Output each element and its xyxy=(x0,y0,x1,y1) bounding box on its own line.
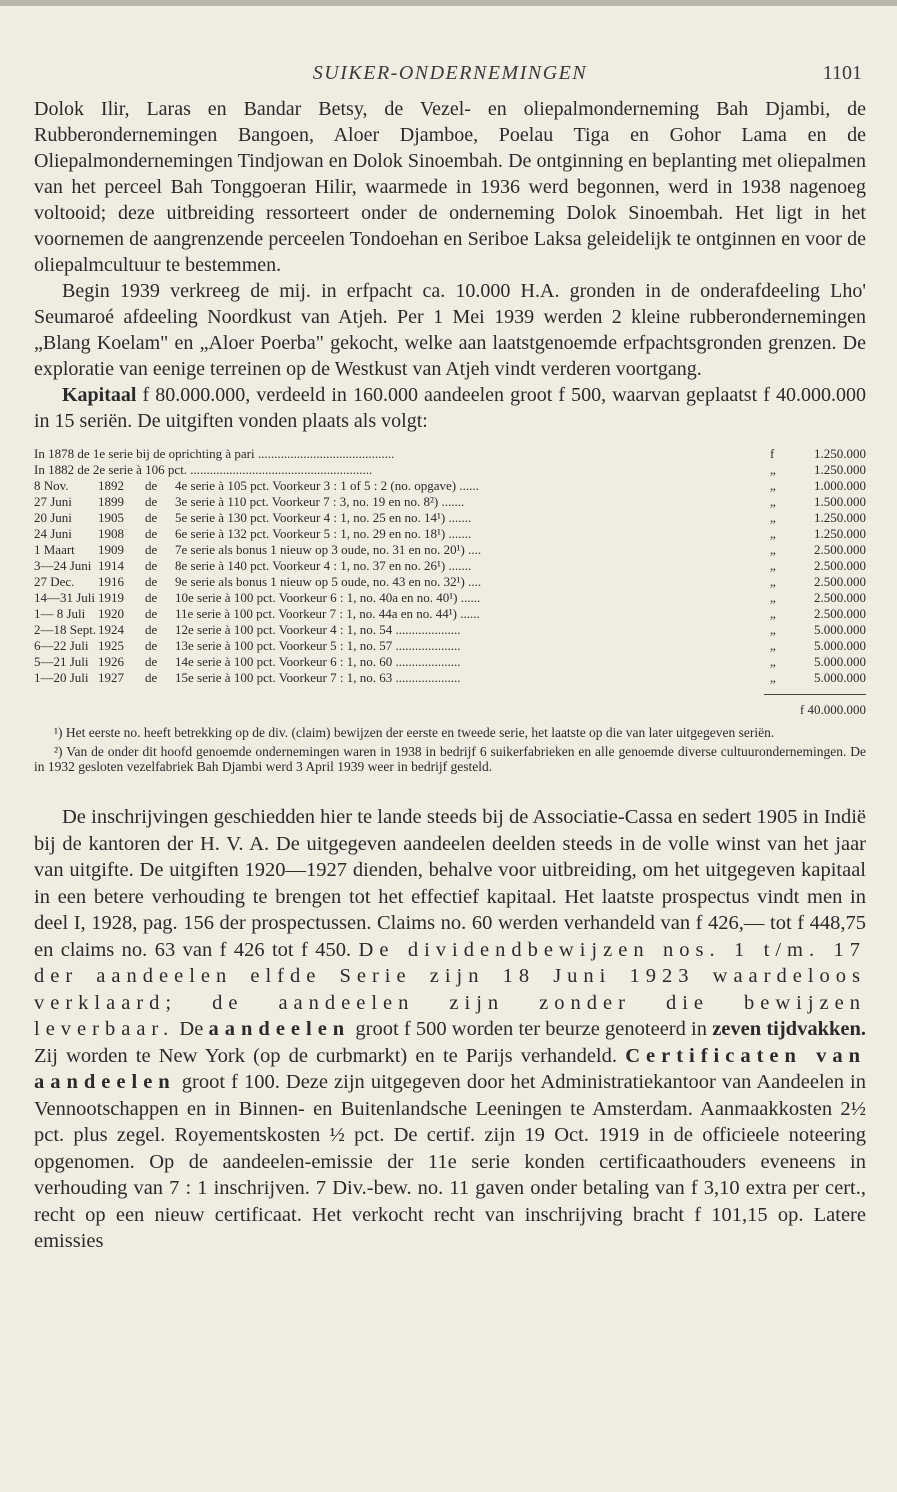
issue-currency: „ xyxy=(770,478,776,493)
page-header xyxy=(34,60,866,96)
issue-date: 27 Juni xyxy=(34,494,72,509)
issues-total-amount: f 40.000.000 xyxy=(799,702,866,717)
table-row xyxy=(34,606,866,622)
issue-date: 8 Nov. xyxy=(34,478,69,493)
issue-year: 1909 xyxy=(98,542,124,557)
table-row xyxy=(34,670,866,686)
table-row xyxy=(34,654,866,670)
issue-date: 24 Juni xyxy=(34,526,72,541)
intro-paragraph-1: Dolok Ilir, Laras en Bandar Betsy, de Vezel- en oliepalmonderneming Bah Djambi, de Rubberondernemingen Bangoen, Aloer Djamboe, Poelau Tiga en Gohor Lama en de Oliepalmondernemingen Tindjowan en Dolok Sinoembah. De ontginning en beplanting met oliepalmen van het perceel Bah Tonggoeran Hilir, waarmede in 1936 werd begonnen, werd in 1938 nagenoeg voltooid; deze uitbreiding ressorteert onder de onderneming Dolok Sinoembah. Het ligt in het voornemen de aangrenzende perceelen Tondoehan en Seriboe Laksa geleidelijk te ontginnen en voor de oliepalmcultuur te bestemmen. xyxy=(34,98,866,276)
issue-date: 1—20 Juli xyxy=(34,670,89,685)
table-row xyxy=(34,510,866,526)
issue-year: 1926 xyxy=(98,654,124,669)
issue-currency: „ xyxy=(770,590,776,605)
issue-year: 1920 xyxy=(98,606,124,621)
issue-description: 14e serie à 100 pct. Voorkeur 6 : 1, no. 60 .................... xyxy=(175,654,461,669)
issue-year: 1899 xyxy=(98,494,124,509)
issue-year: 1908 xyxy=(98,526,124,541)
body-paragraph xyxy=(34,804,866,1255)
issue-currency: „ xyxy=(770,638,776,653)
issue-amount: 2.500.000 xyxy=(814,606,866,621)
issue-amount: 1.250.000 xyxy=(814,462,866,477)
issue-currency: „ xyxy=(770,526,776,541)
issue-de: de xyxy=(145,654,158,669)
issue-amount: 1.250.000 xyxy=(814,526,866,541)
issue-year: 1916 xyxy=(98,574,124,589)
issues-total xyxy=(34,701,866,719)
table-row xyxy=(34,526,866,542)
issue-amount: 2.500.000 xyxy=(814,558,866,573)
issue-de: de xyxy=(145,638,158,653)
body-text-spaced-dividend: De dividendbewijzen nos. 1 t/m. 17 der aandeelen elfde Serie zijn 18 Juni 1923 waardeloos verklaard; de aandeelen zijn zonder die bewijzen leverbaar. xyxy=(34,938,866,1040)
issue-date: 1 Maart xyxy=(34,542,75,557)
table-row xyxy=(34,622,866,638)
page-number: 1101 xyxy=(822,62,862,84)
issue-de: de xyxy=(145,558,158,573)
table-row xyxy=(34,494,866,510)
issue-currency: „ xyxy=(770,622,776,637)
issue-amount: 1.500.000 xyxy=(814,494,866,509)
issue-description: 9e serie als bonus 1 nieuw op 5 oude, no. 43 en no. 32¹) .... xyxy=(175,574,482,589)
issue-date: 2—18 Sept. xyxy=(34,622,97,637)
intro-paragraph-2 xyxy=(34,278,866,382)
body-text-aandeelen: aandeelen xyxy=(208,1018,351,1040)
capital-label: Kapitaal xyxy=(62,384,137,406)
issue-date: 5—21 Juli xyxy=(34,654,89,669)
issue-description: 7e serie als bonus 1 nieuw op 3 oude, no. 31 en no. 20¹) .... xyxy=(175,542,482,557)
issue-description: In 1878 de 1e serie bij de oprichting à pari .......................................... xyxy=(34,446,395,461)
issue-amount: 2.500.000 xyxy=(814,590,866,605)
running-head: SUIKER-ONDERNEMINGEN xyxy=(312,62,588,84)
issue-description: 12e serie à 100 pct. Voorkeur 4 : 1, no. 54 .................... xyxy=(175,622,461,637)
table-row xyxy=(34,638,866,654)
issue-description: 4e serie à 105 pct. Voorkeur 3 : 1 of 5 : 2 (no. opgave) ...... xyxy=(175,478,479,493)
issue-currency: „ xyxy=(770,606,776,621)
issue-amount: 1.000.000 xyxy=(814,478,866,493)
issue-year: 1927 xyxy=(98,670,124,685)
issue-date: 6—22 Juli xyxy=(34,638,89,653)
table-row xyxy=(34,590,866,606)
body-text-5: groot f 500 worden ter beurze genoteerd in xyxy=(350,1018,713,1040)
body-text-1: De inschrijvingen geschiedden hier te lande steeds bij de Associatie-Cassa en sedert 1905 in Indië bij de kantoren der H. V. A. De uitgegeven aandeelen deelden steeds in de volle winst van het jaar van uitgifte. De uitgiften 1920—1927 dienden, behalve voor uitbreiding, om het uitgegeven kapitaal in een betere verhouding te brengen tot het effectief kapitaal. Het laatste prospectus vindt men in deel I, 1928, pag. 156 der prospectussen. Claims no. 60 werden verhandeld van f 426,— tot f 448,75 en claims no. 63 van f 426 tot f 450. xyxy=(34,806,866,961)
issue-amount: 5.000.000 xyxy=(814,622,866,637)
issue-currency: „ xyxy=(770,654,776,669)
issue-currency: „ xyxy=(770,670,776,685)
issue-description: 13e serie à 100 pct. Voorkeur 5 : 1, no. 57 .................... xyxy=(175,638,461,653)
capital-paragraph xyxy=(34,382,866,434)
issue-year: 1905 xyxy=(98,510,124,525)
scan-top-edge xyxy=(0,0,897,6)
issue-currency: f xyxy=(770,446,775,461)
table-row xyxy=(34,446,866,462)
body-section xyxy=(34,804,866,1255)
issue-de: de xyxy=(145,510,158,525)
issue-description: 15e serie à 100 pct. Voorkeur 7 : 1, no. 63 .................... xyxy=(175,670,461,685)
footnotes xyxy=(34,725,866,774)
table-row xyxy=(34,574,866,590)
issue-de: de xyxy=(145,526,158,541)
body-text-7: Zij worden te New York (op de curbmarkt) en te Parijs verhandeld. xyxy=(34,1044,626,1067)
issue-amount: 5.000.000 xyxy=(814,654,866,669)
issue-de: de xyxy=(145,622,158,637)
table-row xyxy=(34,462,866,478)
issue-de: de xyxy=(145,606,158,621)
issue-currency: „ xyxy=(770,510,776,525)
issue-amount: 2.500.000 xyxy=(814,574,866,589)
issue-date: 27 Dec. xyxy=(34,574,75,589)
issue-description: 5e serie à 130 pct. Voorkeur 4 : 1, no. 25 en no. 14¹) ....... xyxy=(175,510,472,525)
issue-currency: „ xyxy=(770,558,776,573)
issue-year: 1914 xyxy=(98,558,124,573)
issue-currency: „ xyxy=(770,542,776,557)
issue-date: 3—24 Juni xyxy=(34,558,92,573)
issue-currency: „ xyxy=(770,574,776,589)
footnote-2: ²) Van de onder dit hoofd genoemde ondernemingen waren in 1938 in bedrijf 6 suikerfabrieken en alle genoemde diverse cultuurondernemingen. De in 1932 gesloten vezelfabriek Bah Djambi werd 3 April 1939 weer in bedrijf gesteld. xyxy=(34,744,866,774)
issue-year: 1919 xyxy=(98,590,124,605)
issue-de: de xyxy=(145,542,158,557)
table-row xyxy=(34,542,866,558)
issue-de: de xyxy=(145,478,158,493)
body-text-9: groot f 100. Deze zijn uitgegeven door het Administratiekantoor van Aandeelen in Vennootschappen en in Binnen- en Buitenlandsche Leeningen te Amsterdam. Aanmaakkosten 2½ pct. plus zegel. Royementskosten ½ pct. De certif. zijn 19 Oct. 1919 in de officieele noteering opgenomen. Op de aandeelen-emissie der 11e serie konden certificaathouders eveneens in verhouding van 7 : 1 inschrijven. 7 Div.-bew. no. 11 gaven onder betaling van f 3,10 extra per cert., recht op een nieuw certificaat. Het verkocht recht van inschrijving bracht f 101,15 op. Latere emissies xyxy=(34,1071,866,1252)
issue-year: 1924 xyxy=(98,622,124,637)
issue-description: 3e serie à 110 pct. Voorkeur 7 : 3, no. 19 en no. 8²) ....... xyxy=(175,494,465,509)
issue-description: 8e serie à 140 pct. Voorkeur 4 : 1, no. 37 en no. 26¹) ....... xyxy=(175,558,472,573)
issue-date: 1— 8 Juli xyxy=(34,606,86,621)
document-page xyxy=(34,60,866,1255)
issue-description: In 1882 de 2e serie à 106 pct. ........................................................ xyxy=(34,462,373,477)
issue-description: 6e serie à 132 pct. Voorkeur 5 : 1, no. 29 en no. 18¹) ....... xyxy=(175,526,472,541)
table-row xyxy=(34,558,866,574)
issue-date: 14—31 Juli xyxy=(34,590,96,605)
issue-de: de xyxy=(145,574,158,589)
issue-amount: 5.000.000 xyxy=(814,670,866,685)
issue-de: de xyxy=(145,494,158,509)
issue-date: 20 Juni xyxy=(34,510,72,525)
body-text-3: De xyxy=(174,1018,209,1040)
capital-text: f 80.000.000, verdeeld in 160.000 aandeelen groot f 500, waarvan geplaatst f 40.000.000 in 15 seriën. De uitgiften vonden plaats als volgt: xyxy=(34,384,866,432)
body-text-certificaten: Certificaten van aandeelen xyxy=(34,1044,866,1093)
issues-table xyxy=(34,446,866,719)
intro-paragraph-2-text: Begin 1939 verkreeg de mij. in erfpacht ca. 10.000 H.A. gronden in de onderafdeeling Lho' Seumaroé afdeeling Noordkust van Atjeh. Per 1 Mei 1939 werden 2 kleine rubberondernemingen „Blang Koelam" en „Aloer Poerba" gekocht, welke aan laatstgenoemde erfpachtsgronden grenzen. De exploratie van eenige terreinen op de Westkust van Atjeh vindt verderen voortgang. xyxy=(34,280,866,380)
issue-amount: 5.000.000 xyxy=(814,638,866,653)
issue-amount: 1.250.000 xyxy=(814,446,866,461)
issue-amount: 1.250.000 xyxy=(814,510,866,525)
issue-de: de xyxy=(145,670,158,685)
total-rule xyxy=(764,694,866,695)
issue-description: 11e serie à 100 pct. Voorkeur 7 : 1, no. 44a en no. 44¹) ...... xyxy=(175,606,480,621)
issue-amount: 2.500.000 xyxy=(814,542,866,557)
table-row xyxy=(34,478,866,494)
body-text-zeven-tijdvakken: zeven tijdvakken. xyxy=(712,1018,866,1040)
issue-currency: „ xyxy=(770,494,776,509)
issue-year: 1925 xyxy=(98,638,124,653)
footnote-1: ¹) Het eerste no. heeft betrekking op de div. (claim) bewijzen der eerste en tweede serie, het laatste op die van later uitgegeven seriën. xyxy=(54,725,775,740)
issue-description: 10e serie à 100 pct. Voorkeur 6 : 1, no. 40a en no. 40¹) ...... xyxy=(175,590,481,605)
issue-de: de xyxy=(145,590,158,605)
issue-currency: „ xyxy=(770,462,776,477)
issue-year: 1892 xyxy=(98,478,124,493)
